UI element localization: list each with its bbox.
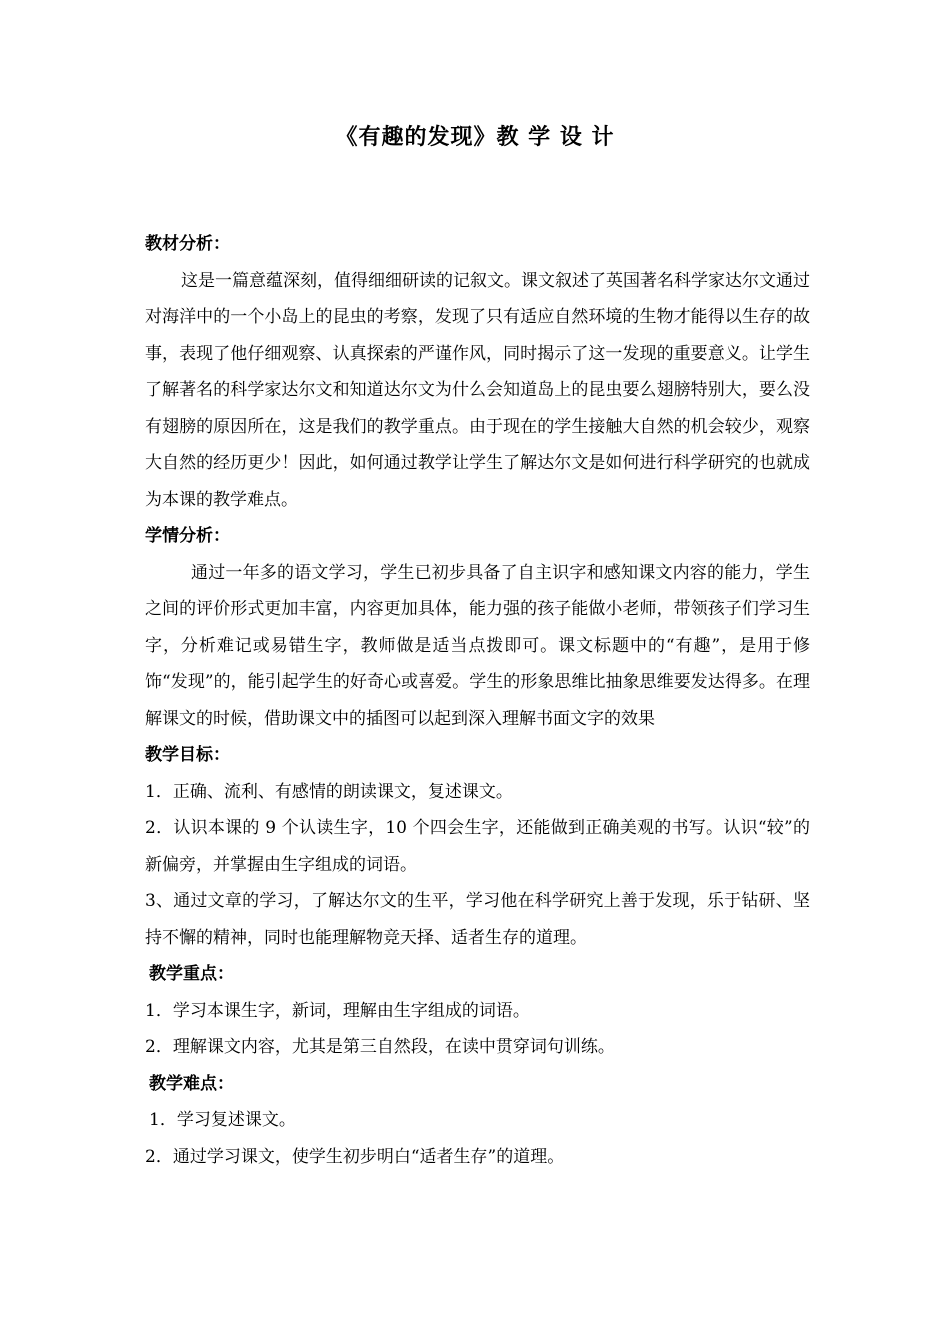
goal-item: 3、通过文章的学习，了解达尔文的生平，学习他在科学研究上善于发现，乐于钻研、坚持不懈的精神，同时也能理解物竞天择、适者生存的道理。 — [145, 891, 810, 948]
key-points-heading: 教学重点： — [149, 964, 234, 984]
students-paragraph: 通过一年多的语文学习，学生已初步具备了自主识字和感知课文内容的能力，学生之间的评价形式更加丰富，内容更加具体，能力强的孩子能做小老师，带领孩子们学习生字，分析难记或易错生字，教师做是适当点拨即可。课文标题中的“有趣”，是用于修饰“发现”的，能引起学生的好奇心或喜爱。学生的形象思维比抽象思维要发达得多。在理解课文的时候，借助课文中的插图可以起到深入理解书面文字的效果 — [145, 562, 810, 729]
key-point-item: 1．学习本课生字，新词，理解由生字组成的词语。 — [145, 1000, 530, 1021]
document-body — [145, 226, 810, 1175]
key-point-item: 2．理解课文内容，尤其是第三自然段，在读中贯穿词句训练。 — [145, 1037, 615, 1057]
goals-heading: 教学目标： — [145, 745, 230, 765]
analysis-heading: 教材分析： — [145, 234, 230, 254]
difficult-point-item: 2．通过学习课文，使学生初步明白“适者生存”的道理。 — [145, 1146, 565, 1167]
students-heading: 学情分析： — [145, 526, 230, 546]
analysis-paragraph: 这是一篇意蕴深刻，值得细细研读的记叙文。课文叙述了英国著名科学家达尔文通过对海洋中的一个小岛上的昆虫的考察，发现了只有适应自然环境的生物才能得以生存的故事，表现了他仔细观察、认真探索的严谨作风，同时揭示了这一发现的重要意义。让学生了解著名的科学家达尔文和知道达尔文为什么会知道岛上的昆虫要么翅膀特别大，要么没有翅膀的原因所在，这是我们的教学重点。由于现在的学生接触大自然的机会较少，观察大自然的经历更少！因此，如何通过教学让学生了解达尔文是如何进行科学研究的也就成为本课的教学难点。 — [145, 270, 810, 510]
goal-item: 2．认识本课的 9 个认读生字，10 个四会生字，还能做到正确美观的书写。认识“较”的新偏旁，并掌握由生字组成的词语。 — [145, 818, 810, 875]
goal-item: 1．正确、流利、有感情的朗读课文，复述课文。 — [145, 781, 513, 802]
difficult-points-heading: 教学难点： — [149, 1073, 234, 1094]
document-title: 《有趣的发现》教 学 设 计 — [335, 124, 615, 150]
difficult-point-item: 1．学习复述课文。 — [149, 1110, 296, 1130]
